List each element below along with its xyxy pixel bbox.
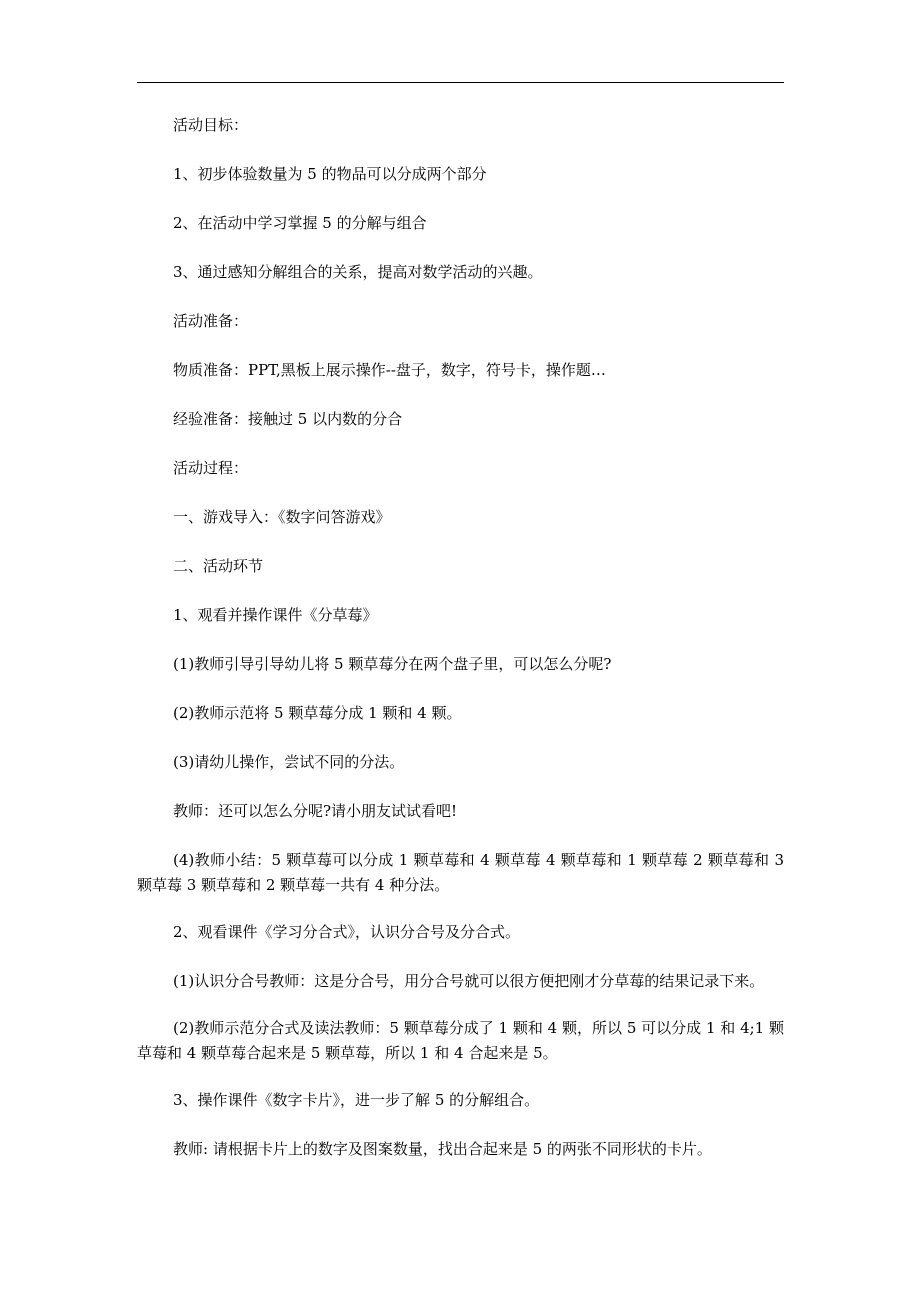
process-step-2: 二、活动环节 [173,557,264,575]
activity-2-sub-2: (2)教师示范分合式及读法教师：5 颗草莓分成了 1 颗和 4 颗，所以 5 可以分成 1 和 4;1 颗草莓和 4 颗草莓合起来是 5 颗草莓，所以 1 和 4 合起来是 5。 [137,1019,784,1062]
header-rule [137,82,784,83]
document-body [137,113,784,1186]
section-heading-preparation: 活动准备： [173,312,249,330]
goal-item-1: 1、初步体验数量为 5 的物品可以分成两个部分 [173,165,487,183]
activity-1: 1、观看并操作课件《分草莓》 [173,606,378,624]
goal-item-3: 3、通过感知分解组合的关系，提高对数学活动的兴趣。 [173,263,543,281]
activity-2: 2、观看课件《学习分合式》，认识分合号及分合式。 [173,923,521,941]
goal-item-2: 2、在活动中学习掌握 5 的分解与组合 [173,214,427,232]
teacher-instruction: 教师: 请根据卡片上的数字及图案数量，找出合起来是 5 的两张不同形状的卡片。 [173,1140,712,1158]
activity-1-sub-1: (1)教师引导引导幼儿将 5 颗草莓分在两个盘子里，可以怎么分呢? [173,655,612,673]
material-preparation: 物质准备：PPT,黑板上展示操作--盘子，数字，符号卡，操作题… [173,361,606,379]
process-step-1: 一、游戏导入：《数字问答游戏》 [173,508,391,526]
activity-3: 3、操作课件《数字卡片》，进一步了解 5 的分解组合。 [173,1091,540,1109]
experience-preparation: 经验准备：接触过 5 以内数的分合 [173,410,403,428]
activity-2-sub-1: (1)认识分合号教师：这是分合号，用分合号就可以很方便把刚才分草莓的结果记录下来。 [173,972,765,990]
section-heading-process: 活动过程： [173,459,249,477]
activity-1-sub-2: (2)教师示范将 5 颗草莓分成 1 颗和 4 颗。 [173,704,462,722]
activity-1-summary: (4)教师小结：5 颗草莓可以分成 1 颗草莓和 4 颗草莓 4 颗草莓和 1 颗草莓 2 颗草莓和 3 颗草莓 3 颗草莓和 2 颗草莓一共有 4 种分法。 [137,851,784,894]
activity-1-sub-3: (3)请幼儿操作，尝试不同的分法。 [173,753,405,771]
teacher-prompt: 教师：还可以怎么分呢?请小朋友试试看吧! [173,802,458,820]
section-heading-goals: 活动目标： [173,116,249,134]
